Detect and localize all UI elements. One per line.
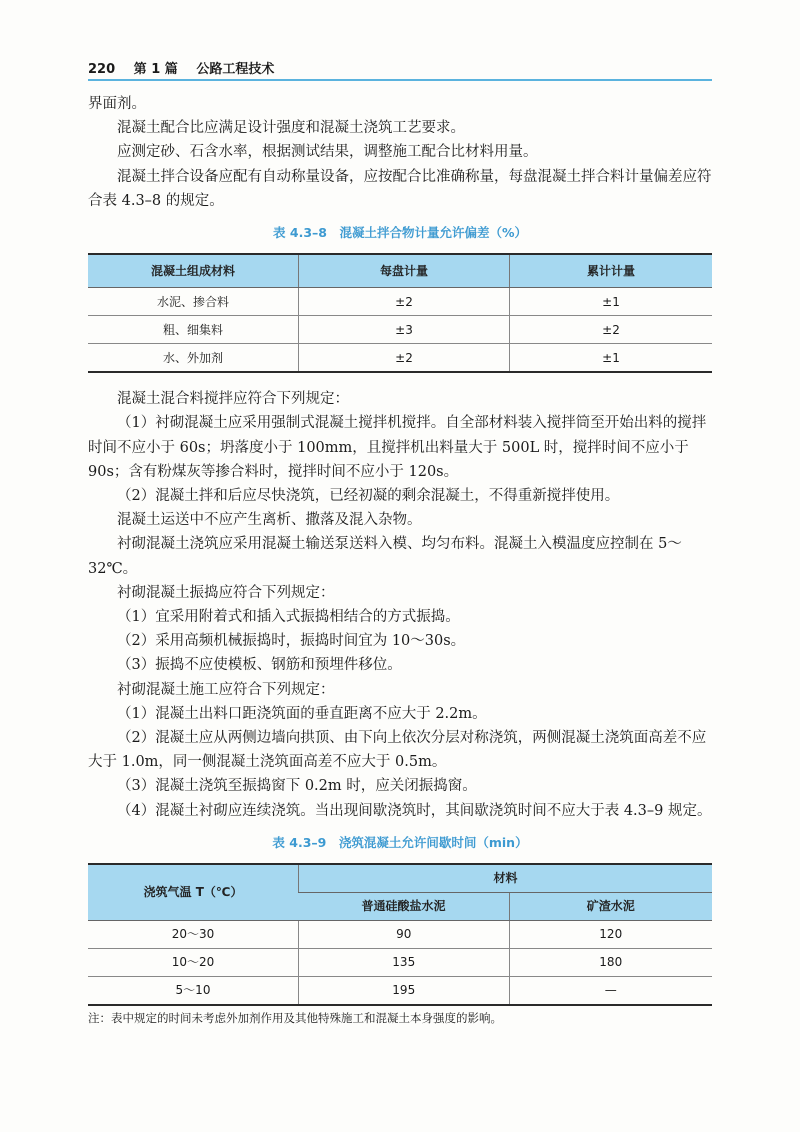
table-cell: 水泥、掺合料 xyxy=(88,288,299,316)
table-cell: 5～10 xyxy=(88,977,299,1006)
table-row xyxy=(88,288,712,316)
table-row xyxy=(88,977,712,1006)
table-cell: 10～20 xyxy=(88,949,299,977)
table-cell: 水、外加剂 xyxy=(88,344,299,373)
paragraph: （2）混凝土应从两侧边墙向拱顶、由下向上依次分层对称浇筑，两侧混凝土浇筑面高差不应大于 1.0m，同一侧混凝土浇筑面高差不应大于 0.5m。 xyxy=(88,730,707,771)
paragraph: （2）混凝土拌和后应尽快浇筑，已经初凝的剩余混凝土，不得重新搅拌使用。 xyxy=(117,488,620,505)
table-note: 注：表中规定的时间未考虑外加剂作用及其他特殊施工和混凝土本身强度的影响。 xyxy=(88,1011,502,1026)
paragraph: （3）振捣不应使模板、钢筋和预埋件移位。 xyxy=(117,657,402,674)
table-row xyxy=(88,921,712,949)
table-caption: 表 4.3–8 混凝土拌合物计量允许偏差（%） xyxy=(273,225,527,241)
table-row xyxy=(88,316,712,344)
column-header: 普通硅酸盐水泥 xyxy=(299,893,510,921)
column-header: 浇筑气温 T（℃） xyxy=(88,864,299,921)
page-number: 220 xyxy=(88,62,116,77)
column-header: 混凝土组成材料 xyxy=(88,254,299,288)
table-header-row xyxy=(88,254,712,288)
paragraph: （3）混凝土浇筑至振捣窗下 0.2m 时，应关闭振捣窗。 xyxy=(117,778,477,795)
table-caption: 表 4.3–9 浇筑混凝土允许间歇时间（min） xyxy=(272,834,528,850)
paragraph: （1）混凝土出料口距浇筑面的垂直距离不应大于 2.2m。 xyxy=(117,705,487,722)
paragraph: （1）宜采用附着式和插入式振捣相结合的方式振捣。 xyxy=(117,609,460,626)
table-header-row xyxy=(88,864,712,893)
running-header xyxy=(88,58,712,78)
table-row xyxy=(88,344,712,373)
column-header: 材料 xyxy=(299,864,713,893)
paragraph: （2）采用高频机械振捣时，振捣时间宜为 10～30s。 xyxy=(117,633,466,650)
table-cell: — xyxy=(509,977,712,1006)
column-header: 每盘计量 xyxy=(299,254,510,288)
paragraph: 混凝土拌合设备应配有自动称量设备，应按配合比准确称量，每盘混凝土拌合料计量偏差应符合表 4.3–8 的规定。 xyxy=(88,168,712,209)
column-header: 累计计量 xyxy=(510,254,713,288)
column-header: 矿渣水泥 xyxy=(509,893,712,921)
paragraph: 衬砌混凝土振捣应符合下列规定： xyxy=(117,584,335,601)
table-cell: ±2 xyxy=(510,316,713,344)
table-cell: 180 xyxy=(509,949,712,977)
pour-interval-table xyxy=(88,863,712,1006)
paragraph: 混凝土配合比应满足设计强度和混凝土浇筑工艺要求。 xyxy=(117,120,465,137)
table-row xyxy=(88,949,712,977)
table-cell: ±1 xyxy=(510,344,713,373)
page-body xyxy=(88,92,712,1030)
paragraph: 衬砌混凝土施工应符合下列规定： xyxy=(117,681,335,698)
paragraph: 衬砌混凝土浇筑应采用混凝土输送泵送料入模、均匀布料。混凝土入模温度应控制在 5～32℃。 xyxy=(88,536,682,577)
table-cell: 120 xyxy=(509,921,712,949)
table-cell: ±1 xyxy=(510,288,713,316)
table-cell: 135 xyxy=(299,949,510,977)
paragraph: （1）衬砌混凝土应采用强制式混凝土搅拌机搅拌。自全部材料装入搅拌筒至开始出料的搅拌时间不应小于 60s；坍落度小于 100mm，且搅拌机出料量大于 500L 时，搅拌时间不应小于 90s；含有粉煤灰等掺合料时，搅拌时间不应小于 120s。 xyxy=(88,415,707,480)
table-cell: 90 xyxy=(299,921,510,949)
paragraph: 混凝土混合料搅拌应符合下列规定： xyxy=(117,391,349,408)
book-title: 公路工程技术 xyxy=(196,62,275,77)
table-cell: 195 xyxy=(299,977,510,1006)
table-cell: ±2 xyxy=(299,344,510,373)
table-cell: ±2 xyxy=(299,288,510,316)
table-cell: 粗、细集料 xyxy=(88,316,299,344)
paragraph: 混凝土运送中不应产生离析、撒落及混入杂物。 xyxy=(117,512,422,529)
paragraph: 界面剂。 xyxy=(88,96,146,112)
paragraph: 应测定砂、石含水率，根据测试结果，调整施工配合比材料用量。 xyxy=(117,144,538,161)
table-cell: ±3 xyxy=(299,316,510,344)
mix-deviation-table xyxy=(88,253,712,373)
table-cell: 20～30 xyxy=(88,921,299,949)
part-label: 第 1 篇 xyxy=(133,62,178,77)
paragraph: （4）混凝土衬砌应连续浇筑。当出现间歇浇筑时，其间歇浇筑时间不应大于表 4.3–9 规定。 xyxy=(117,802,712,819)
header-rule xyxy=(88,79,712,81)
